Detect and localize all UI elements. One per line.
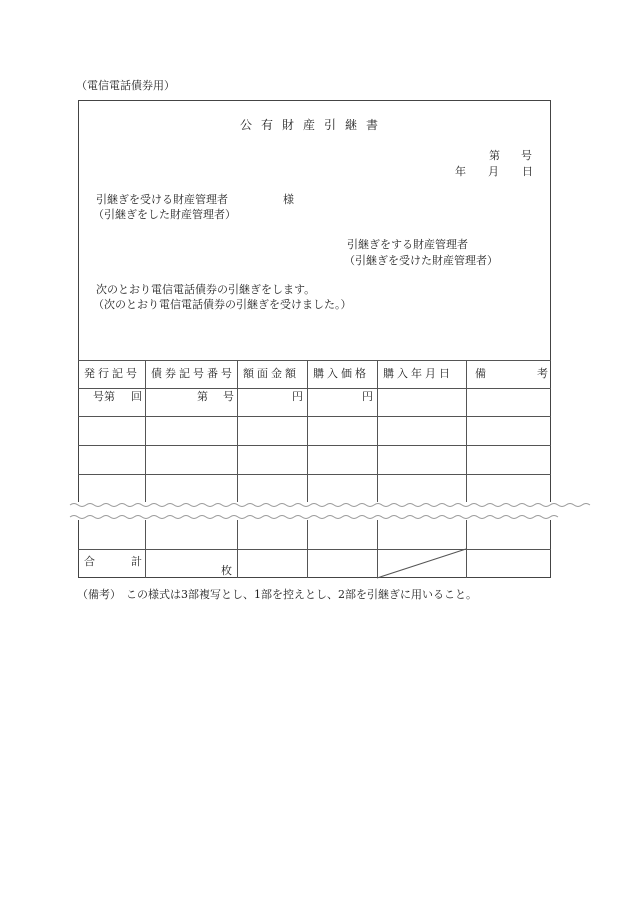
unit-bond-gou: 号 (223, 390, 234, 403)
recipient-honorific: 様 (283, 193, 294, 206)
column-divider (237, 360, 238, 503)
total-count-unit: 枚 (221, 564, 232, 577)
unit-bond-dai: 第 (197, 390, 208, 403)
date-label-year: 年 (455, 165, 466, 178)
unit-issue-gou: 号第 (93, 390, 115, 403)
header-bond-number: 債券記号番号 (151, 367, 235, 380)
header-remarks-right: 考 (537, 367, 548, 380)
header-issue-code: 発行記号 (84, 367, 140, 380)
column-divider (307, 360, 308, 503)
number-label-dai: 第 (489, 149, 500, 162)
sender-title-alt: （引継ぎを受けた財産管理者） (344, 254, 498, 267)
statement-line: 次のとおり電信電話債券の引継ぎをします。 (96, 283, 316, 296)
column-divider (145, 519, 146, 578)
recipient-title-alt: （引継ぎをした財産管理者） (93, 208, 236, 221)
total-label-left: 合 (84, 555, 95, 568)
form-title: 公有財産引継書 (240, 118, 388, 132)
table-header-rule (78, 388, 551, 389)
total-date-diagonal (377, 549, 466, 578)
footnote-text: この様式は3部複写とし、1部を控えとし、2部を引継ぎに用いること。 (126, 588, 477, 601)
header-purchase-price: 購入価格 (313, 367, 369, 380)
recipient-title: 引継ぎを受ける財産管理者 (96, 193, 228, 206)
column-divider (145, 360, 146, 503)
column-divider (237, 519, 238, 578)
statement-line-alt: （次のとおり電信電話債券の引継ぎを受けました。） (93, 298, 352, 311)
unit-issue-kai: 回 (131, 390, 142, 403)
date-label-day: 日 (522, 165, 533, 178)
header-purchase-date: 購入年月日 (383, 367, 453, 380)
table-row-rule (78, 416, 551, 417)
date-label-month: 月 (488, 165, 499, 178)
header-remarks-left: 備 (475, 367, 486, 380)
unit-price-yen: 円 (362, 390, 373, 403)
column-divider (466, 360, 467, 503)
form-header-note: （電信電話債券用） (76, 79, 175, 92)
number-label-gou: 号 (521, 149, 532, 162)
footnote-label: （備考） (77, 588, 121, 601)
unit-face-yen: 円 (292, 390, 303, 403)
table-top-rule (78, 360, 551, 361)
table-row-rule (78, 549, 551, 550)
sender-title: 引継ぎをする財産管理者 (347, 238, 468, 251)
table-row-rule (78, 445, 551, 446)
column-divider (377, 360, 378, 503)
total-label-right: 計 (131, 555, 142, 568)
table-row-rule (78, 474, 551, 475)
column-divider (466, 519, 467, 578)
column-divider (307, 519, 308, 578)
header-face-value: 額面金額 (243, 367, 299, 380)
table-break-wave (70, 501, 560, 521)
